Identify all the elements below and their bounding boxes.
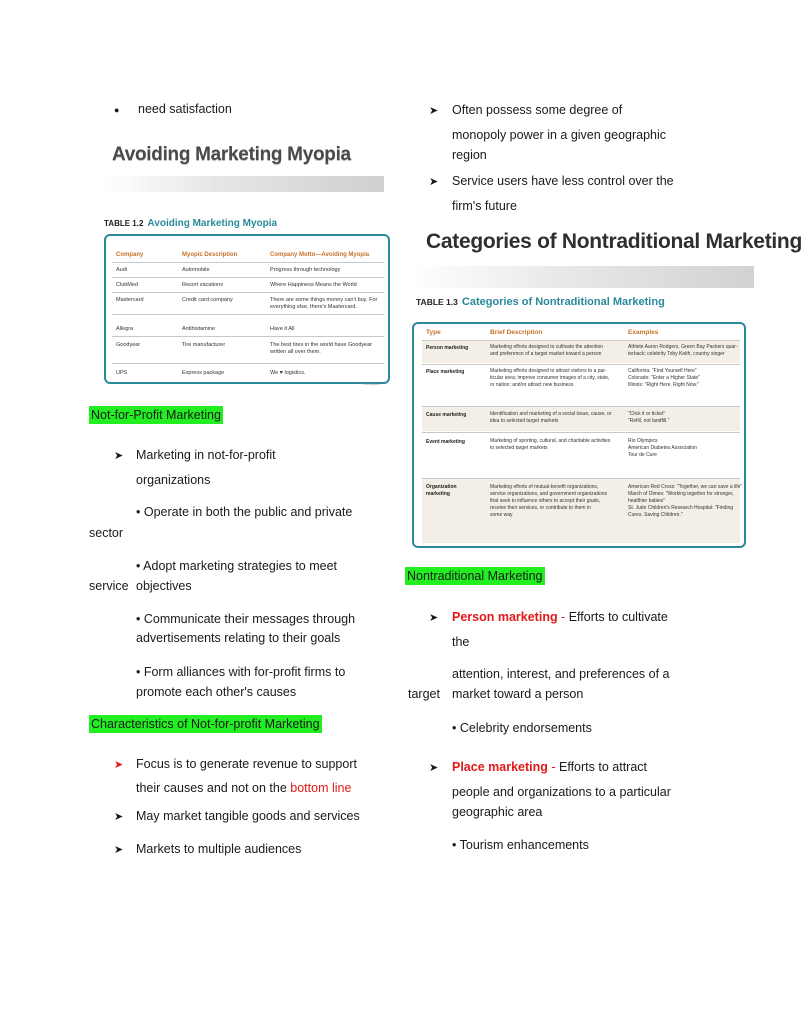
table-cell: written all over them. bbox=[270, 349, 321, 355]
s2-item1-line1: Focus is to generate revenue to support bbox=[136, 757, 357, 771]
s1-dot3-line1: • Communicate their messages through bbox=[136, 612, 356, 626]
right-arrowhead-icon: ➤ bbox=[429, 612, 439, 624]
image1-divider bbox=[112, 292, 384, 293]
s2-item3: Markets to multiple audiences bbox=[136, 842, 302, 856]
table-cell: California: "Find Yourself Here" Colorado: "Enter a Higher State" Illinois: "Right Here. Right Now." bbox=[628, 368, 700, 388]
section-heading-characteristics: Characteristics of Not-for-profit Marketing bbox=[91, 717, 320, 731]
right-arrowhead-icon: ➤ bbox=[429, 105, 439, 117]
image1-header-company: Company bbox=[116, 252, 144, 258]
table-cell: Marketing efforts of mutual-benefit organizations, service organizations, and government organizations that seek to influence others to accept their goals, receive their services, or contribute to them in some way bbox=[490, 484, 608, 518]
table-cell: Progress through technology bbox=[270, 267, 341, 273]
table-cell: Organization marketing bbox=[426, 484, 457, 497]
r-item2-line2: firm's future bbox=[452, 199, 517, 213]
table-cell: Rio Olympics American Diabetes Association Tour de Cure bbox=[628, 438, 697, 458]
person-marketing-label: Person marketing bbox=[452, 610, 558, 624]
image2-divider bbox=[422, 364, 740, 365]
table-cell: Resort vacations bbox=[182, 282, 223, 288]
table-cell: Have it All bbox=[270, 326, 295, 332]
image2-header-examples: Examples bbox=[628, 329, 659, 336]
place-marketing-dot: • Tourism enhancements bbox=[452, 838, 589, 852]
person-marketing-line3: attention, interest, and preferences of a bbox=[452, 667, 670, 681]
table-cell: Goodyear bbox=[116, 342, 141, 348]
table-cell: Express package bbox=[182, 370, 225, 376]
table-cell: The best tires in the world have Goodyear bbox=[270, 342, 373, 348]
image1-divider bbox=[112, 363, 384, 364]
table-cell: We ♥ logistics. bbox=[270, 370, 306, 376]
r-item2-line1: Service users have less control over the bbox=[452, 174, 674, 188]
image2-table-caption bbox=[416, 296, 665, 308]
image1-header-motto: Company Motto—Avoiding Myopia bbox=[270, 252, 370, 258]
place-marketing-text: Efforts to attract bbox=[559, 760, 648, 774]
table-cell: Tire manufacturer bbox=[182, 342, 226, 348]
bullet-text: need satisfaction bbox=[138, 102, 232, 116]
image1-divider bbox=[112, 314, 384, 315]
table-cell: Where Happiness Means the World bbox=[270, 282, 357, 288]
table-cell: Mastercard bbox=[116, 297, 144, 303]
place-marketing-line3: geographic area bbox=[452, 805, 543, 819]
image2-title: Categories of Nontraditional Marketing bbox=[426, 230, 802, 253]
image2-title-band bbox=[410, 266, 754, 288]
table-cell: UPS bbox=[116, 370, 128, 376]
table-cell: Event marketing bbox=[426, 439, 465, 445]
s1-dot2-line1: • Adopt marketing strategies to meet bbox=[136, 559, 338, 573]
image2-table-number: TABLE 1.3 bbox=[416, 297, 458, 307]
person-marketing-dot: • Celebrity endorsements bbox=[452, 721, 592, 735]
r-item1-line3: region bbox=[452, 148, 487, 162]
image1-divider bbox=[112, 262, 384, 263]
s1-dot3-line2: advertisements relating to their goals bbox=[136, 631, 341, 645]
s2-item1-line2-text: their causes and not on the bbox=[136, 781, 291, 795]
right-arrowhead-icon: ➤ bbox=[429, 176, 439, 188]
table-cell: Antihistamine bbox=[182, 326, 216, 332]
table-cell: Cause marketing bbox=[426, 412, 467, 418]
r-item1-line2: monopoly power in a given geographic bbox=[452, 128, 667, 142]
r-item1-line1: Often possess some degree of bbox=[452, 103, 623, 117]
table-cell: Marketing efforts designed to cultivate the attention and preference of a target market toward a person bbox=[490, 344, 604, 357]
s2-bottom-line-text: bottom line bbox=[290, 781, 352, 795]
right-arrowhead-icon: ➤ bbox=[114, 450, 124, 462]
image1-copyright: © Cengage L bbox=[362, 382, 380, 386]
person-marketing-line4: market toward a person bbox=[452, 687, 584, 701]
table-cell: Credit card company bbox=[182, 297, 233, 303]
s1-arrow-line2: organizations bbox=[136, 473, 211, 487]
person-marketing-line2: the bbox=[452, 635, 470, 649]
dash: - bbox=[557, 610, 569, 624]
s1-dot2-line2: objectives bbox=[136, 579, 192, 593]
right-arrowhead-icon: ➤ bbox=[114, 811, 124, 823]
image1-divider bbox=[112, 336, 384, 337]
image1-title-band bbox=[104, 176, 384, 192]
table-cell: ClubMed bbox=[116, 282, 139, 288]
section-heading-nontraditional: Nontraditional Marketing bbox=[407, 569, 543, 583]
table-cell: "Click it or ticket" "Refill, not landfill." bbox=[628, 411, 670, 424]
place-marketing-line1 bbox=[452, 759, 647, 775]
person-marketing-line1 bbox=[452, 609, 668, 625]
table-cell: Athlete Aaron Rodgers, Green Bay Packers quar- terback; celebrity Toby Keith, country singer bbox=[628, 344, 738, 357]
image1-table-caption bbox=[104, 218, 277, 229]
place-marketing-line2: people and organizations to a particular bbox=[452, 785, 671, 799]
nontraditional-marketing-image bbox=[410, 226, 802, 550]
image1-title: Avoiding Marketing Myopia bbox=[112, 144, 351, 165]
s1-dot1-line1: • Operate in both the public and private bbox=[136, 505, 353, 519]
image1-table-number: TABLE 1.2 bbox=[104, 219, 144, 228]
image1-header-myopic: Myopic Description bbox=[182, 252, 238, 258]
table-cell: Audi bbox=[116, 267, 128, 273]
s1-dot2-prefix: service bbox=[89, 579, 129, 593]
bullet-dot-icon: ● bbox=[114, 105, 120, 115]
s2-item2: May market tangible goods and services bbox=[136, 809, 360, 823]
image2-table-title: Categories of Nontraditional Marketing bbox=[461, 296, 665, 308]
table-cell: American Red Cross: "Together, we can save a life" March of Dimes: "Working together for stronger, healthier babies" St. Jude Children's Research Hospital: "Finding Cures. Saving Children." bbox=[628, 484, 743, 518]
table-cell: Allegra bbox=[116, 326, 134, 332]
table-cell: Place marketing bbox=[426, 369, 465, 375]
s1-dot1-line2: sector bbox=[89, 526, 124, 540]
table-cell: Automobile bbox=[182, 267, 210, 273]
table-cell: Marketing efforts designed to attract visitors to a par- ticular area; improve consumer images of a city, state, or nation; and/or attract new business bbox=[490, 368, 610, 388]
bullet-item bbox=[114, 101, 119, 118]
image2-header-description: Brief Description bbox=[490, 329, 543, 336]
person-marketing-text: Efforts to cultivate bbox=[568, 610, 668, 624]
person-marketing-prefix: target bbox=[408, 687, 440, 701]
table-cell: Identification and marketing of a social issue, cause, or idea to selected target markets bbox=[490, 411, 612, 424]
table-cell: There are some things money can't buy. For bbox=[270, 297, 378, 303]
image2-divider bbox=[422, 432, 740, 433]
right-arrowhead-icon: ➤ bbox=[429, 762, 439, 774]
right-arrowhead-icon: ➤ bbox=[114, 759, 124, 771]
place-marketing-label: Place marketing bbox=[452, 760, 548, 774]
s2-item1-line2 bbox=[136, 780, 351, 796]
dash: - bbox=[547, 760, 559, 774]
s1-dot4-line1: • Form alliances with for-profit firms to bbox=[136, 665, 346, 679]
table-cell: Person marketing bbox=[426, 345, 469, 351]
image2-header-type: Type bbox=[426, 329, 441, 336]
image1-divider bbox=[112, 277, 384, 278]
s1-dot4-line2: promote each other's causes bbox=[136, 685, 297, 699]
avoiding-marketing-myopia-image bbox=[104, 130, 384, 388]
right-arrowhead-icon: ➤ bbox=[114, 844, 124, 856]
s1-arrow-line1: Marketing in not-for-profit bbox=[136, 448, 276, 462]
table-cell: Marketing of sporting, cultural, and charitable activities to selected target markets bbox=[490, 438, 611, 451]
table-cell: everything else, there's Mastercard. bbox=[270, 304, 357, 310]
section-heading-not-for-profit: Not-for-Profit Marketing bbox=[91, 408, 221, 422]
image1-table-title: Avoiding Marketing Myopia bbox=[147, 218, 278, 229]
